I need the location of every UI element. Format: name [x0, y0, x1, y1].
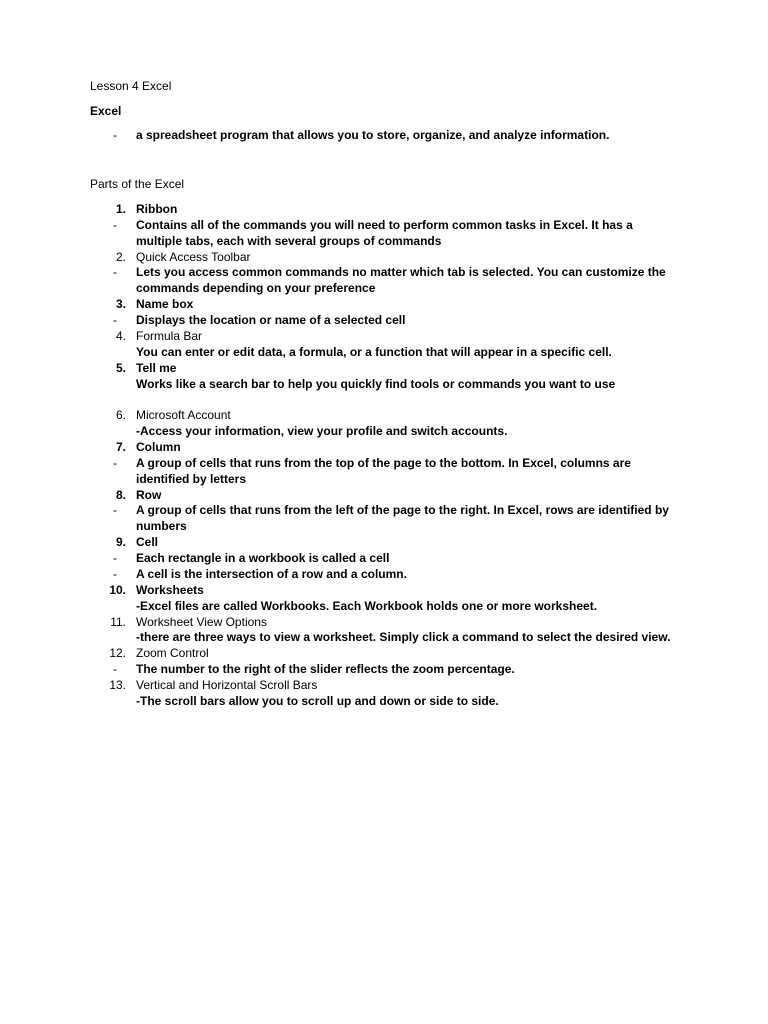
item-description: -there are three ways to view a worksheet. Simply click a command to select the desired view.	[136, 630, 671, 644]
item-description: A group of cells that runs from the left of the page to the right. In Excel, rows are identified by	[136, 503, 669, 517]
list-number: 10.	[109, 583, 126, 597]
bullet-dash: -	[113, 313, 117, 327]
list-number: 2.	[115, 250, 126, 264]
list-number: 9.	[115, 535, 126, 549]
item-description: -The scroll bars allow you to scroll up and down or side to side.	[136, 694, 499, 708]
item-description: multiple tabs, each with several groups of commands	[136, 234, 442, 248]
item-title: Vertical and Horizontal Scroll Bars	[136, 678, 318, 692]
parts-heading: Parts of the Excel	[90, 177, 185, 191]
item-description: Lets you access common commands no matter which tab is selected. You can customize the	[136, 265, 666, 279]
list-number: 8.	[115, 488, 126, 502]
item-description: commands depending on your preference	[136, 281, 376, 295]
list-number: 3.	[115, 297, 126, 311]
item-title: Ribbon	[136, 202, 178, 216]
item-title: Name box	[136, 297, 194, 311]
bullet-dash: -	[113, 456, 117, 470]
list-number: 1.	[115, 202, 126, 216]
item-description: numbers	[136, 519, 187, 533]
item-title: Formula Bar	[136, 329, 203, 343]
item-title: Cell	[136, 535, 159, 549]
list-number: 4.	[115, 329, 126, 343]
list-number: 7.	[115, 440, 126, 454]
item-description: A group of cells that runs from the top of the page to the bottom. In Excel, columns are	[136, 456, 631, 470]
item-description: The number to the right of the slider reflects the zoom percentage.	[136, 662, 515, 676]
item-description: Contains all of the commands you will need to perform common tasks in Excel. It has a	[136, 218, 633, 232]
item-title: Worksheets	[136, 583, 204, 597]
item-description: Displays the location or name of a selected cell	[136, 313, 406, 327]
bullet-dash: -	[113, 662, 117, 676]
item-description: You can enter or edit data, a formula, or a function that will appear in a specific cell.	[136, 345, 612, 359]
bullet-dash: -	[113, 503, 117, 517]
list-number: 13.	[109, 678, 126, 692]
item-description: -Excel files are called Workbooks. Each Workbook holds one or more worksheet.	[136, 599, 598, 613]
list-number: 6.	[115, 408, 126, 422]
item-title: Tell me	[136, 361, 177, 375]
item-title: Worksheet View Options	[136, 615, 267, 629]
item-title: Quick Access Toolbar	[136, 250, 251, 264]
item-title: Zoom Control	[136, 646, 209, 660]
bullet-dash: -	[113, 265, 117, 279]
item-description: identified by letters	[136, 472, 247, 486]
item-description: Each rectangle in a workbook is called a cell	[136, 551, 390, 565]
item-description: Works like a search bar to help you quickly find tools or commands you want to use	[136, 377, 616, 391]
bullet-dash: -	[113, 218, 117, 232]
item-description: -Access your information, view your profile and switch accounts.	[136, 424, 508, 438]
bullet-dash: -	[113, 551, 117, 565]
item-title: Row	[136, 488, 162, 502]
list-number: 11.	[110, 615, 126, 629]
item-title: Microsoft Account	[136, 408, 231, 422]
list-number: 12.	[109, 646, 126, 660]
excel-definition: a spreadsheet program that allows you to store, organize, and analyze information.	[136, 128, 610, 142]
item-title: Column	[136, 440, 181, 454]
list-number: 5.	[115, 361, 126, 375]
excel-heading: Excel	[90, 104, 122, 118]
bullet-dash: -	[113, 128, 117, 142]
lesson-title: Lesson 4 Excel	[90, 79, 172, 93]
bullet-dash: -	[113, 567, 117, 581]
item-description: A cell is the intersection of a row and a column.	[136, 567, 407, 581]
